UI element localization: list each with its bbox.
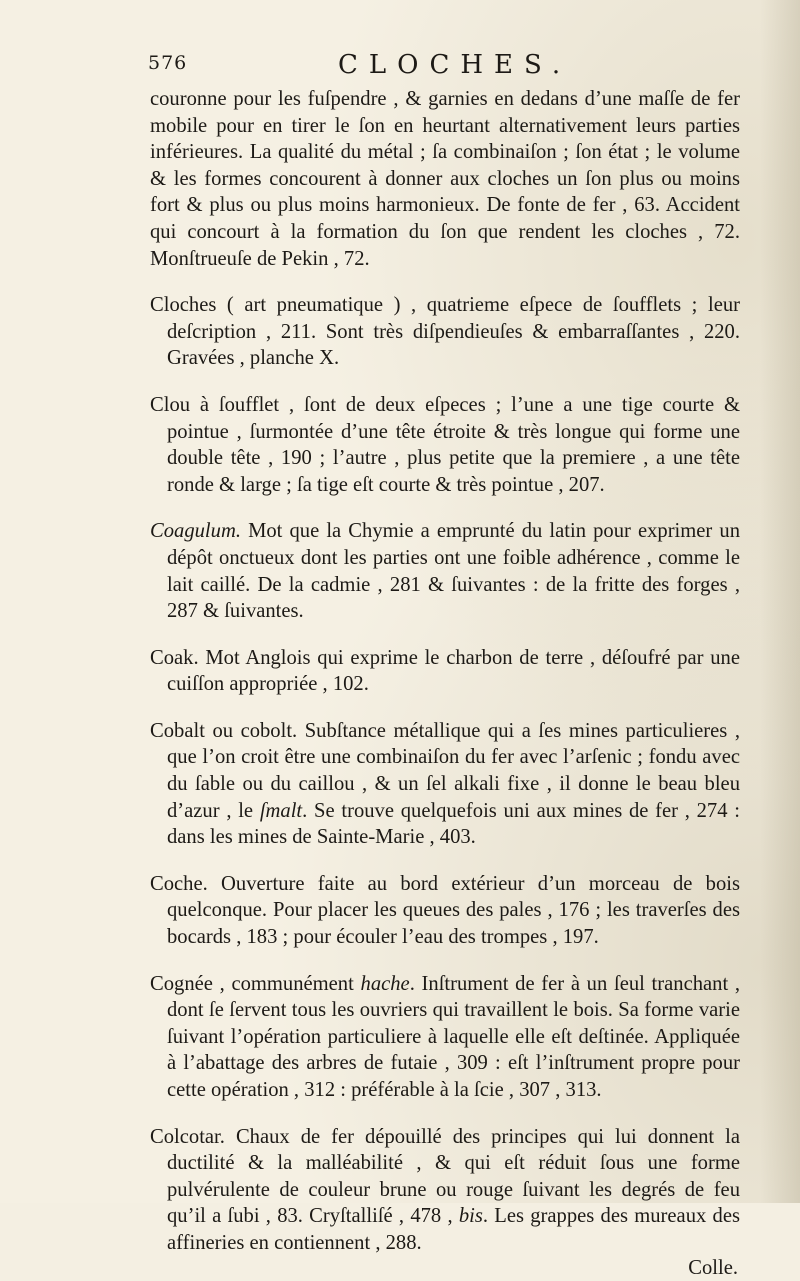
index-text [150,86,740,1281]
entry-colcotar: Colcotar. Chaux de fer dépouillé des principes qui lui donnent la ductilité & la malléabilité , & qui eſt réduit ſous une forme pulvérulente de couleur brune ou rouge ſuivant les degrés de feu qu’il a ſubi , 83. Cryſtalliſé , 478 , bis. Les grappes des mureaux des affineries en contiennent , 288. [150,1125,740,1254]
entry-cognee: Cognée , communément hache. Inſtrument de fer à un ſeul tranchant , dont ſe ſervent tous les ouvriers qui travaillent le bois. Sa forme varie ſuivant l’opération particuliere à laquelle elle eſt deſtinée. Appliquée à l’abattage des arbres de futaie , 309 : eſt l’inſtrument propre pour cette opération , 312 : préférable à la ſcie , 307 , 313. [150,972,741,1101]
entry-coak: Coak. Mot Anglois qui exprime le charbon de terre , déſoufré par une cuiſſon appropriée , 102. [150,646,740,696]
running-head: CLOCHES. [338,50,572,80]
entry-coagulum: Coagulum. Mot que la Chymie a emprunté du latin pour exprimer un dépôt onctueux dont les parties ont une foible adhérence , comme le lait caillé. De la cadmie , 281 & ſuivantes : de la fritte des forges , 287 & ſuivantes. [150,520,740,623]
entry-cobalt: Cobalt ou cobolt. Subſtance métallique qui a ſes mines particulieres , que l’on croit être une combinaiſon du fer avec l’arſenic ; fondu avec du ſable ou du caillou , & un ſel alkali fixe , il donne le beau bleu d’azur , le ſmalt. Se trouve quelquefois uni aux mines de fer , 274 : dans les mines de Sainte-Marie , 403. [150,719,740,849]
entry-cloches-continued: couronne pour les fuſpendre , & garnies en dedans d’une maſſe de fer mobile pour en tirer le ſon en heurtant alternativement leurs parties inférieures. La qualité du métal ; ſa combinaiſon ; ſon état ; le volume & les formes concourent à donner aux cloches un ſon plus ou moins fort & plus ou plus moins harmonieux. De fonte de fer , 63. Accident qui concourt à la formation du ſon que rendent les cloches , 72. Monſtrueuſe de Pekin , 72. [150,88,740,270]
page-header [148,50,708,84]
page-edge-shadow [760,0,800,1203]
entry-cloches-pneumatique: Cloches ( art pneumatique ) , quatrieme eſpece de ſoufflets ; leur deſcription , 211. Sont très diſpendieuſes & embarraſſantes , 220. Gravées , planche X. [150,294,740,370]
page-number: 576 [148,52,188,74]
entry-clou-a-soufflet: Clou à ſoufflet , ſont de deux eſpeces ; l’une a une tige courte & pointue , ſurmontée d’une tête étroite & très longue qui forme une double tête , 190 ; l’autre , plus petite que la premiere , a une tête ronde & large ; ſa tige eſt courte & très pointue , 207. [150,393,740,496]
entry-coche: Coche. Ouverture faite au bord extérieur d’un morceau de bois quelconque. Pour placer les queues des pales , 176 ; les traverſes des bocards , 183 ; pour écouler l’eau des trompes , 197. [150,872,740,949]
catchword: Colle. [688,1256,738,1279]
